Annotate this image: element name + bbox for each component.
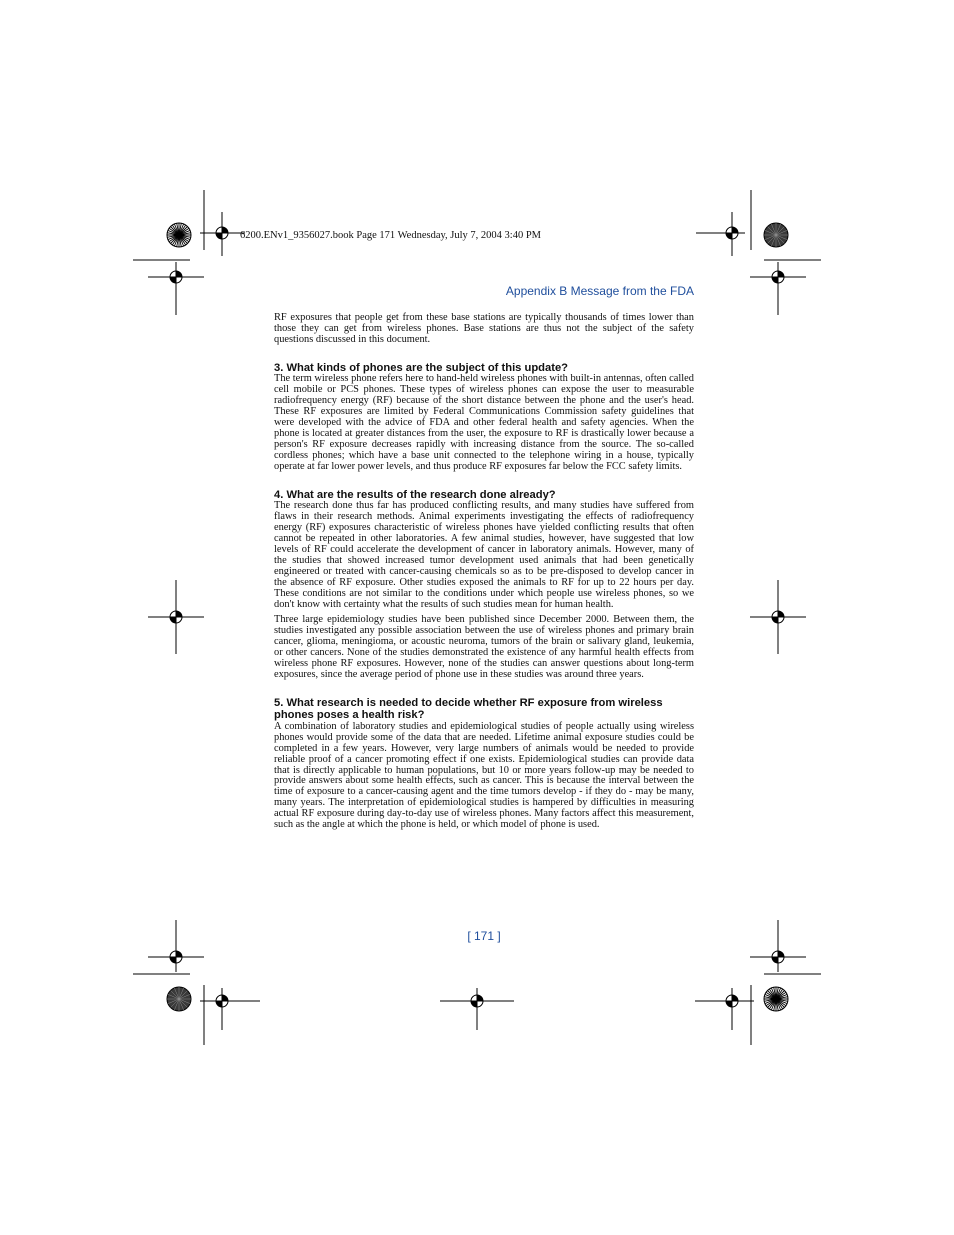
section-4-paragraph-1: The research done thus far has produced conflicting results, and many studies have suffered from flaws in their research methods. Animal experiments investigating the effects of radiofrequency energy (RF) exposures characteristic of wireless phones have yielded conflicting results that often cannot be repeated in other laboratories. A few animal studies, however, have suggested that low levels of RF could accelerate the development of cancer in laboratory animals. However, many of the studies that showed increased tumor development used animals that had been genetically engineered or treated with cancer-causing chemicals so as to be pre-disposed to develop cancer in the absence of RF exposure. Other studies exposed the animals to RF for up to 22 hours per day. These conditions are not similar to the conditions under which people use wireless phones, so we don't know with certainty what the results of such studies mean for human health. [274, 500, 694, 611]
section-heading-4: 4. What are the results of the research done already? [274, 488, 556, 501]
section-4-paragraph-2: Three large epidemiology studies have been published since December 2000. Between them, the studies investigated any possible association between the use of wireless phones and primary brain cancer, glioma, meningioma, or acoustic neuroma, tumors of the brain or salivary gland, leukemia, or other cancers. None of the studies demonstrated the existence of any harmful health effects from wireless phone RF exposures. However, none of the studies can answer questions about long-term exposures, since the average period of phone use in these studies was around three years. [274, 613, 694, 680]
section-5-paragraph-1: A combination of laboratory studies and epidemiological studies of people actually using wireless phones would provide some of the data that are needed. Lifetime animal exposure studies could be completed in a few years. However, very large numbers of animals would be needed to provide reliable proof of a cancer promoting effect if one exists. Epidemiological studies can provide data that is directly applicable to human populations, but 10 or more years follow-up may be needed to provide answers about some health effects, such as cancer. This is because the interval between the time of exposure to a cancer-causing agent and the time tumors develop - if they do - may be many, many years. The interpretation of epidemiological studies is hampered by difficulties in measuring actual RF exposure during day-to-day use of wireless phones. Many factors affect this measurement, such as the angle at which the phone is held, or which model of phone is used. [274, 720, 694, 831]
print-slug-line: 6200.ENv1_9356027.book Page 171 Wednesday, July 7, 2004 3:40 PM [240, 230, 542, 241]
body-text [274, 313, 694, 835]
intro-paragraph: RF exposures that people get from these base stations are typically thousands of times lower than those they can get from wireless phones. Base stations are thus not the subject of the safety questions discussed in this document. [274, 312, 694, 345]
section-3-paragraph-1: The term wireless phone refers here to hand-held wireless phones with built-in antennas, often called cell mobile or PCS phones. These types of wireless phones can expose the user to measurable radiofrequency energy (RF) because of the short distance between the phone and the user's head. These RF exposures are limited by Federal Communications Commission safety guidelines that were developed with the advice of FDA and other federal health and safety agencies. When the phone is located at greater distances from the user, the exposure to RF is drastically lower because a person's RF exposure decreases rapidly with increasing distance from the source. The so-called cordless phones; which have a base unit connected to the telephone wiring in a house, typically operate at far lower power levels, and thus produce RF exposures far below the FCC safety limits. [274, 373, 694, 472]
running-header: Appendix B Message from the FDA [505, 284, 694, 298]
section-heading-5: 5. What research is needed to decide whether RF exposure from wireless phones poses a health risk? [274, 696, 663, 722]
section-heading-3: 3. What kinds of phones are the subject of this update? [274, 361, 569, 374]
page-number: [ 171 ] [467, 929, 501, 943]
